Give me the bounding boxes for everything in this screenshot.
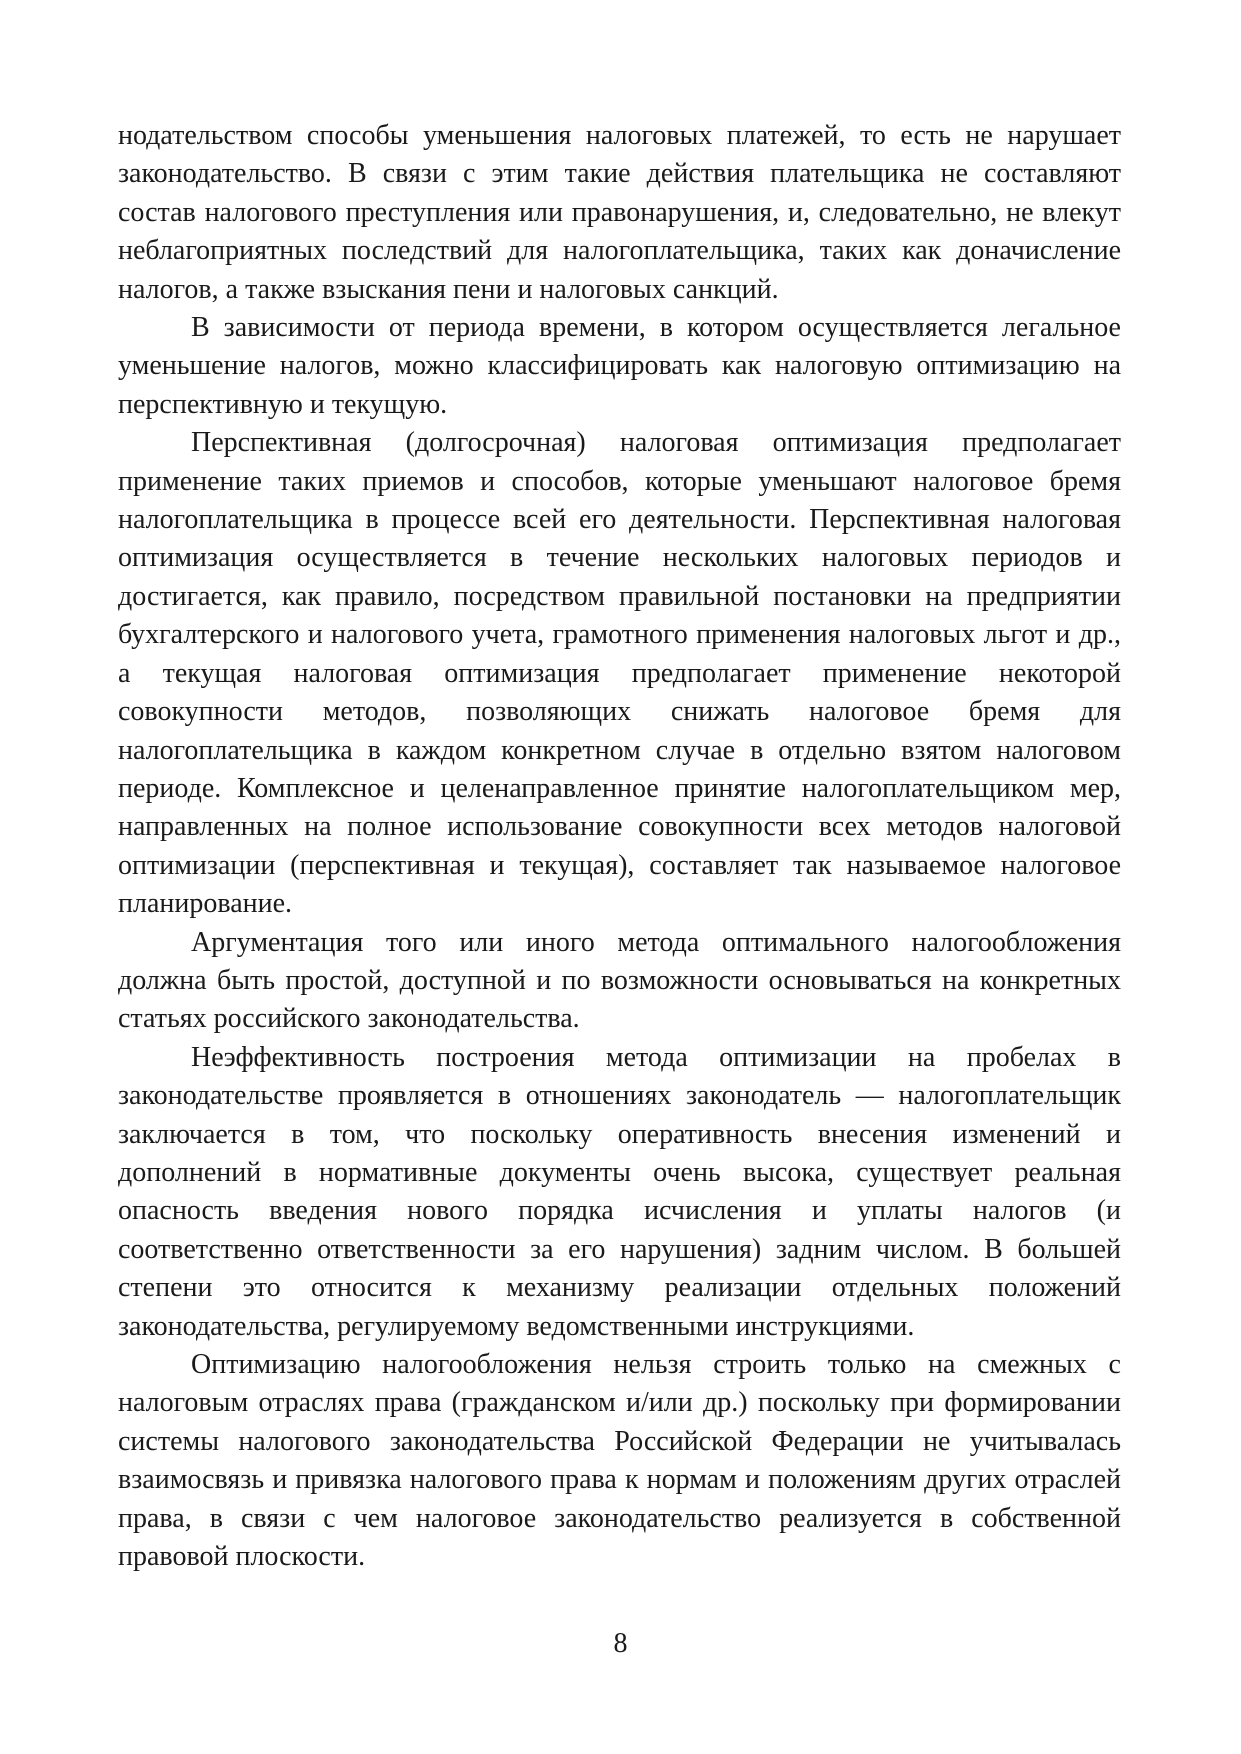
paragraph-6: Оптимизацию налогообложения нельзя строить только на смежных с налоговым отраслях права (гражданском и/или др.) поскольку при формировании системы налогового законодательства Российской Федерации не учитывалась взаимосвязь и привязка налогового права к нормам и положениям других отраслей права, в связи с чем налоговое законодательство реализуется в собственной правовой плоскости. <box>118 1349 1121 1573</box>
paragraph-4: Аргументация того или иного метода оптимального налогообложения должна быть простой, доступной и по возможности основываться на конкретных статьях российского законодательства. <box>118 926 1121 1035</box>
page-number: 8 <box>613 1628 628 1659</box>
paragraph-1: нодательством способы уменьшения налоговых платежей, то есть не нарушает законодательство. В связи с этим такие действия плательщика не составляют состав налогового преступления или правонарушения, и, следовательно, не влекут неблагоприятных последствий для налогоплательщика, таких как доначисление налогов, а также взыскания пени и налоговых санкций. <box>118 120 1121 305</box>
paragraph-5: Неэффективность построения метода оптимизации на пробелах в законодательстве проявляется в отношениях законодатель — налогоплательщик заключается в том, что поскольку оперативность внесения изменений и дополнений в нормативные документы очень высока, существует реальная опасность введения нового порядка исчисления и уплаты налогов (и соответственно ответственности за его нарушения) задним числом. В большей степени это относится к механизму реализации отдельных положений законодательства, регулируемому ведомственными инструкциями. <box>118 1041 1121 1342</box>
paragraph-2: В зависимости от периода времени, в котором осуществляется легальное уменьшение налогов, можно классифицировать как налоговую оптимизацию на перспективную и текущую. <box>118 312 1121 420</box>
paragraph-3: Перспективная (долгосрочная) налоговая оптимизация предполагает применение таких приемов и способов, которые уменьшают налоговое бремя налогоплательщика в процессе всей его деятельности. Перспективная налоговая оптимизация осуществляется в течение нескольких налоговых периодов и достигается, как правило, посредством правильной постановки на предприятии бухгалтерского и налогового учета, грамотного применения налоговых льгот и др., а текущая налоговая оптимизация предполагает применение некоторой совокупности методов, позволяющих снижать налоговое бремя для налогоплательщика в каждом конкретном случае в отдельно взятом налоговом периоде. Комплексное и целенаправленное принятие налогоплательщиком мер, направленных на полное использование совокупности всех методов налоговой оптимизации (перспективная и текущая), составляет так называемое налоговое планирование. <box>118 427 1121 920</box>
body-text <box>118 117 1121 1576</box>
